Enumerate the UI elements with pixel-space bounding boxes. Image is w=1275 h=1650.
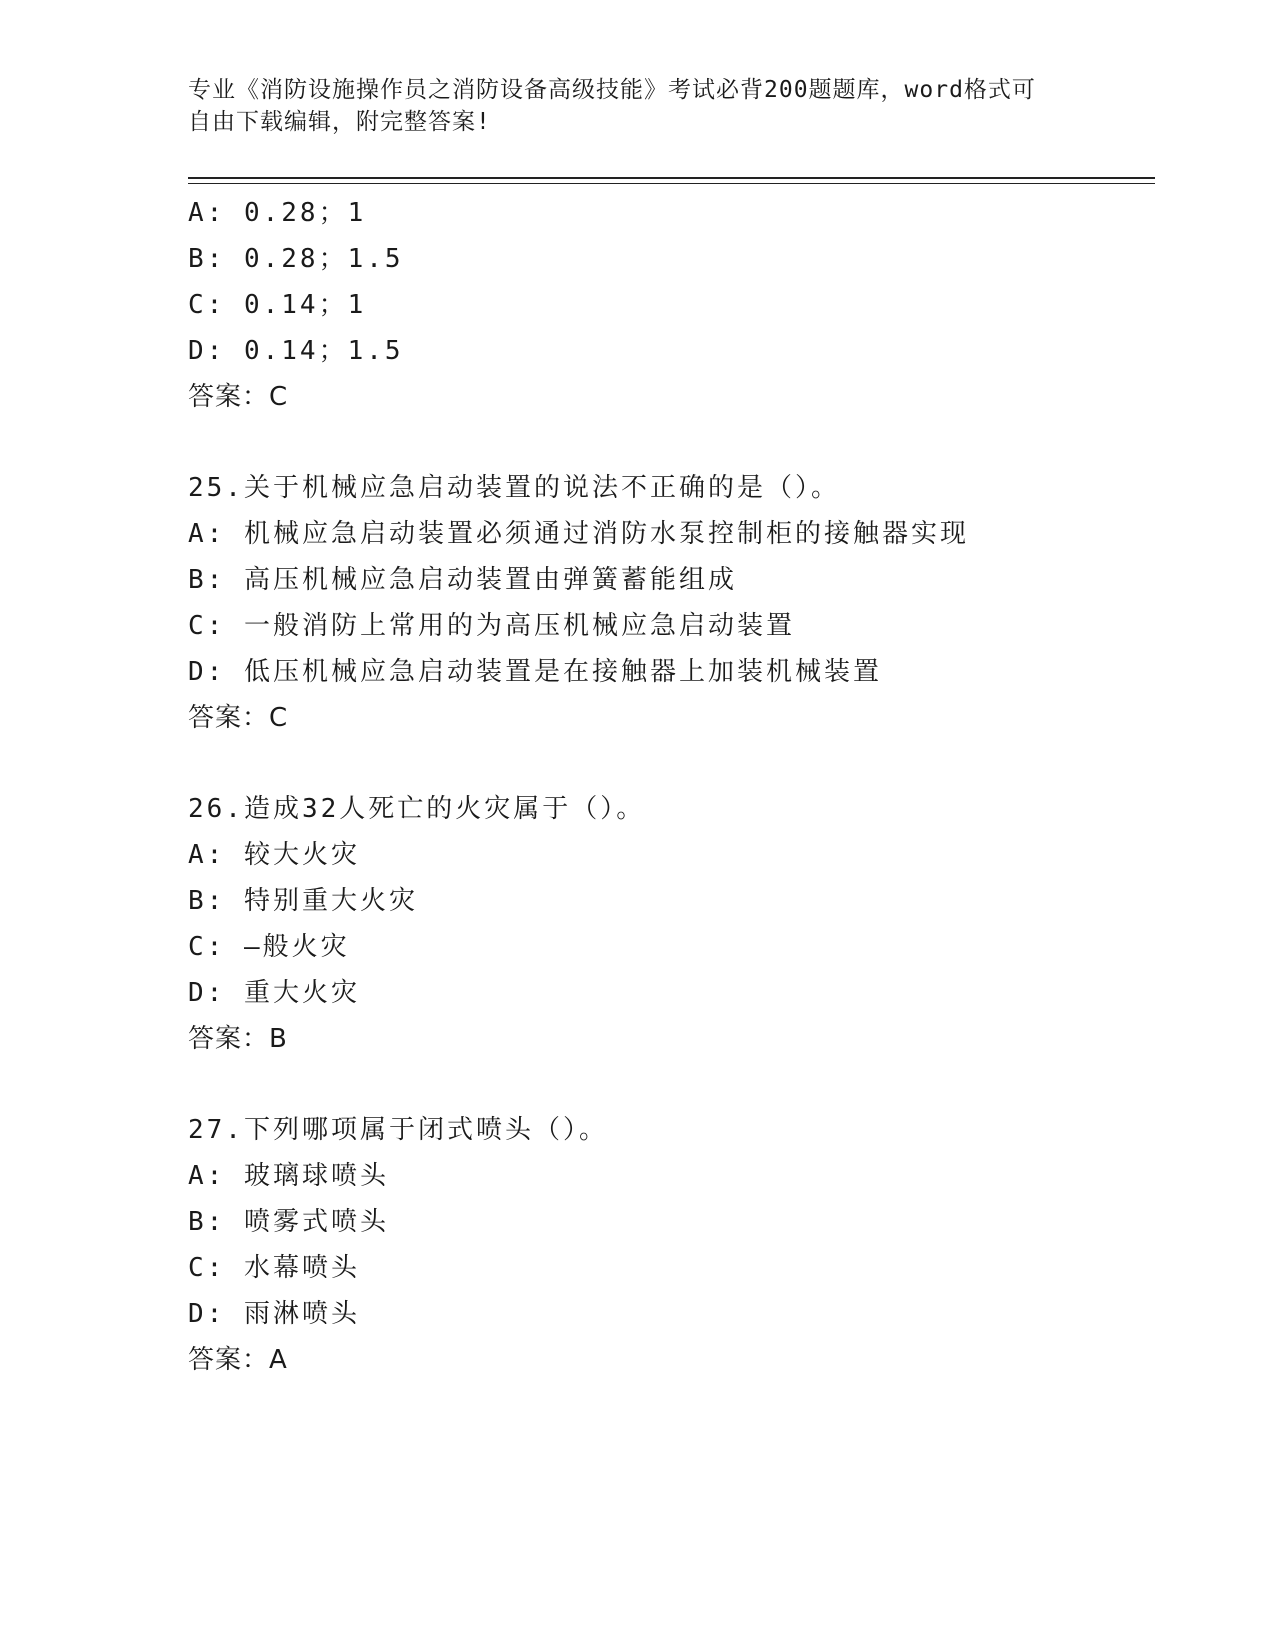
option-a: A: 较大火灾	[188, 840, 360, 870]
header-title-line-1: 专业《消防设施操作员之消防设备高级技能》考试必背200题题库，word格式可	[188, 77, 1036, 103]
answer-line: 答案：C	[188, 703, 289, 733]
question-26	[188, 786, 1155, 1062]
option-d: D: 重大火灾	[188, 978, 360, 1008]
header-title-line-2: 自由下载编辑，附完整答案!	[188, 109, 491, 135]
answer-line: 答案：B	[188, 1024, 288, 1054]
option-c: C: 一般消防上常用的为高压机械应急启动装置	[188, 611, 795, 641]
spacer	[188, 420, 1155, 465]
option-c: C: 0.14；1	[188, 290, 367, 320]
option-a: A: 玻璃球喷头	[188, 1161, 389, 1191]
question-list	[188, 190, 1155, 1383]
option-c: C: 水幕喷头	[188, 1253, 360, 1283]
option-d: D: 低压机械应急启动装置是在接触器上加装机械装置	[188, 657, 882, 687]
option-d: D: 0.14；1.5	[188, 336, 404, 366]
header-divider-thick	[188, 177, 1155, 179]
option-a: A: 机械应急启动装置必须通过消防水泵控制柜的接触器实现	[188, 519, 969, 549]
question-stem: 27.下列哪项属于闭式喷头（）。	[188, 1115, 608, 1145]
option-b: B: 高压机械应急启动装置由弹簧蓄能组成	[188, 565, 737, 595]
document-header	[188, 74, 1088, 138]
spacer	[188, 1062, 1155, 1107]
question-25	[188, 465, 1155, 741]
answer-line: 答案：C	[188, 382, 289, 412]
answer-line: 答案：A	[188, 1345, 288, 1375]
header-divider-thin	[188, 183, 1155, 184]
option-a: A: 0.28；1	[188, 198, 367, 228]
question-stem: 25.关于机械应急启动装置的说法不正确的是（）。	[188, 473, 840, 503]
question-27	[188, 1107, 1155, 1383]
question-stem: 26.造成32人死亡的火灾属于（）。	[188, 794, 646, 824]
option-d: D: 雨淋喷头	[188, 1299, 360, 1329]
option-b: B: 0.28；1.5	[188, 244, 404, 274]
option-c: C: —般火灾	[188, 932, 350, 962]
spacer	[188, 741, 1155, 786]
option-b: B: 特别重大火灾	[188, 886, 418, 916]
question-24-continued	[188, 190, 1155, 420]
option-b: B: 喷雾式喷头	[188, 1207, 389, 1237]
